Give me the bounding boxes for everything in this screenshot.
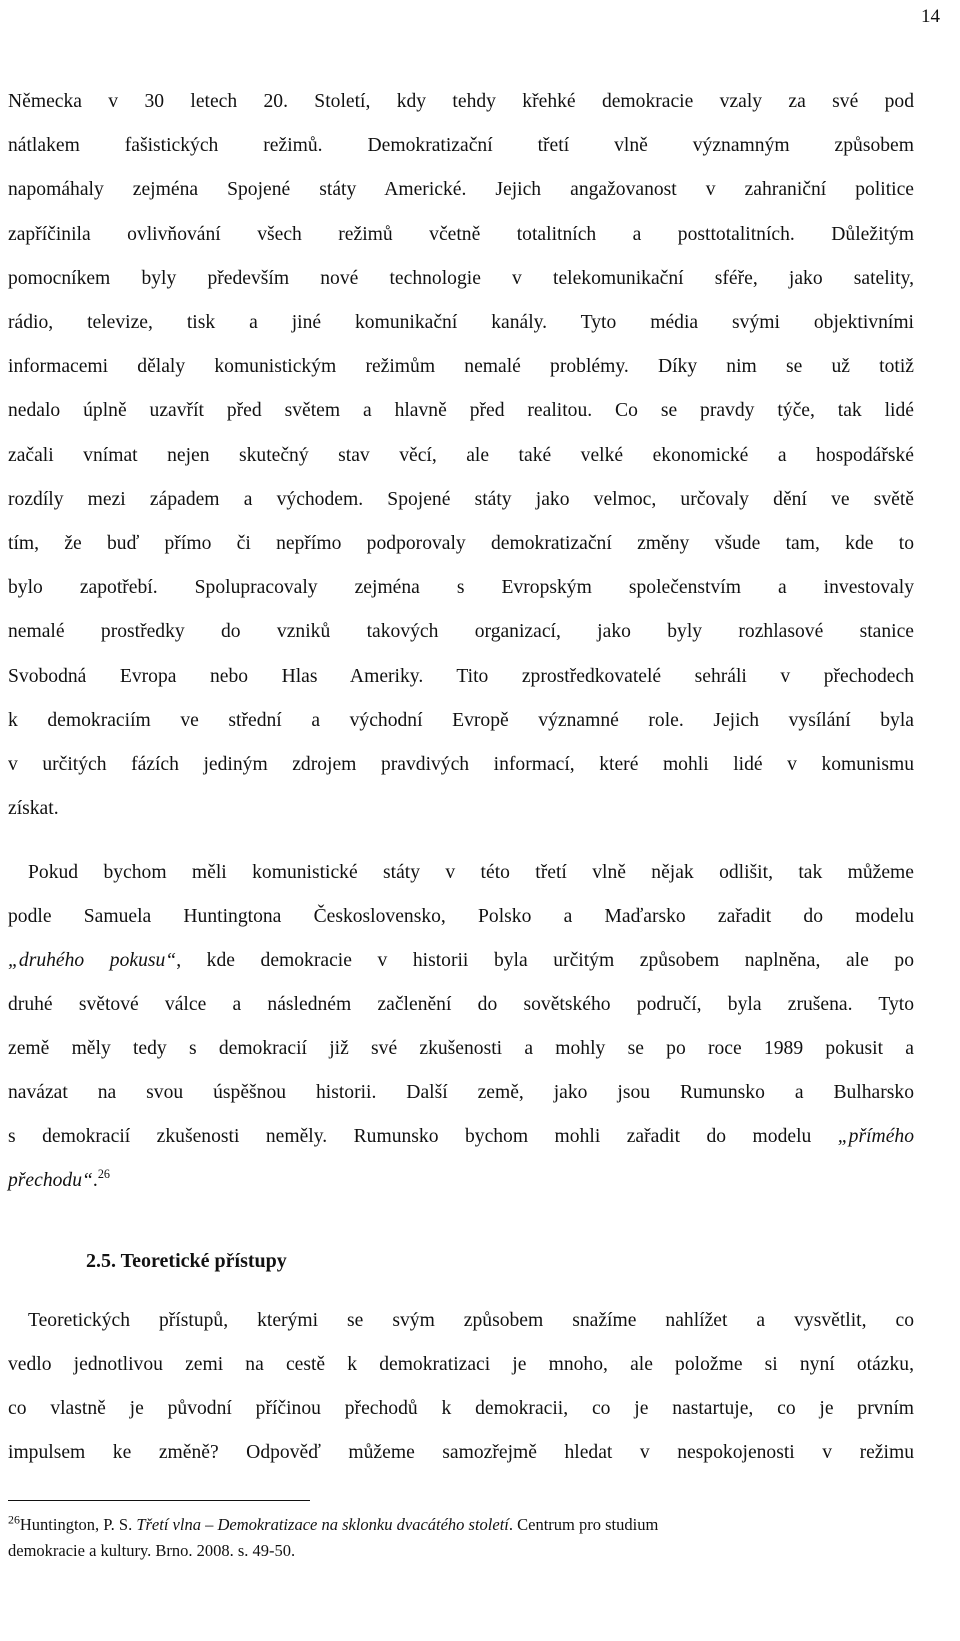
footnote-line-2: demokracie a kultury. Brno. 2008. s. 49-50. xyxy=(8,1541,296,1560)
paragraph-3-line: Teoretických přístupů, kterými se svým způsobem snažíme nahlížet a vysvětlit, co xyxy=(28,1310,914,1331)
paragraph-3-line: impulsem ke změně? Odpověď můžeme samozřejmě hledat v nespokojenosti v režimu xyxy=(8,1442,914,1463)
paragraph-1-line: tím, že buď přímo či nepřímo podporovaly demokratizační změny všude tam, kde to xyxy=(8,533,914,554)
paragraph-2-line xyxy=(8,1123,914,1151)
footnote-reference[interactable]: 26 xyxy=(97,1167,110,1182)
paragraph-1-line: k demokraciím ve střední a východní Evropě významné role. Jejich vysílání byla xyxy=(8,709,914,731)
paragraph-1-line: zapříčinila ovlivňování všech režimů včetně totalitních a posttotalitních. Důležitým xyxy=(8,223,914,245)
section-heading xyxy=(86,1250,287,1273)
paragraph-1-line: nedalo úplně uzavřít před světem a hlavně před realitou. Co se pravdy týče, tak lidé xyxy=(8,400,914,422)
page-number: 14 xyxy=(921,6,940,27)
paragraph-1-line: Svobodná Evropa nebo Hlas Ameriky. Tito zprostředkovatelé sehráli v přechodech xyxy=(8,665,914,687)
paragraph-2-line: podle Samuela Huntingtona Československo, Polsko a Maďarsko zařadit do modelu xyxy=(8,906,914,927)
footnote-author: Huntington, P. S. xyxy=(19,1515,137,1534)
paragraph-1-line: nátlakem fašistických režimů. Demokratizační třetí vlně významným způsobem xyxy=(8,135,914,157)
paragraph-1-line: v určitých fázích jediným zdrojem pravdivých informací, které mohli lidé v komunismu xyxy=(8,754,914,775)
paragraph-1-line: nemalé prostředky do vzniků takových organizací, jako byly rozhlasové stanice xyxy=(8,621,914,643)
paragraph-3-line: vedlo jednotlivou zemi na cestě k demokratizaci je mnoho, ale položme si nyní otázku, xyxy=(8,1354,914,1375)
paragraph-2-line xyxy=(8,1167,914,1195)
paragraph-1-line: informacemi dělaly komunistickým režimům nemalé problémy. Díky nim se už totiž xyxy=(8,356,914,378)
paragraph-3-line: co vlastně je původní příčinou přechodů k demokracii, co je nastartuje, co je prvním xyxy=(8,1398,914,1419)
footnote-text: . Centrum pro studium xyxy=(508,1515,659,1534)
paragraph-2-line: druhé světové válce a následném začlenění do sovětského područí, byla zrušena. Tyto xyxy=(8,994,914,1015)
line-text: . xyxy=(92,1170,98,1191)
section-title: Teoretické přístupy xyxy=(120,1250,287,1272)
paragraph-1-line: získat. xyxy=(8,798,59,820)
model-name-italic: přechodu“ xyxy=(8,1170,93,1191)
paragraph-1-line: napomáhaly zejména Spojené státy Americké. Jejich angažovanost v zahraniční politice xyxy=(8,179,914,201)
paragraph-2-line: Pokud bychom měli komunistické státy v této třetí vlně nějak odlišit, tak můžeme xyxy=(28,862,914,883)
paragraph-2-line: země měly tedy s demokracií již své zkušenosti a mohly se po roce 1989 pokusit a xyxy=(8,1038,914,1059)
paragraph-1-line: začali vnímat nejen skutečný stav věcí, ale také velké ekonomické a hospodářské xyxy=(8,444,914,466)
paragraph-1-line: Německa v 30 letech 20. Století, kdy tehdy křehké demokracie vzaly za své pod xyxy=(8,91,914,112)
model-name-italic: „přímého xyxy=(837,1126,914,1147)
paragraph-2-line: navázat na svou úspěšnou historii. Další země, jako jsou Rumunsko a Bulharsko xyxy=(8,1082,914,1103)
paragraph-1-line: rádio, televize, tisk a jiné komunikační kanály. Tyto média svými objektivními xyxy=(8,312,914,333)
paragraph-1-line: pomocníkem byly především nové technologie v telekomunikační sféře, jako satelity, xyxy=(8,267,914,289)
footnote-separator xyxy=(8,1500,310,1501)
paragraph-1-line: rozdíly mezi západem a východem. Spojené státy jako velmoc, určovaly dění ve světě xyxy=(8,488,914,510)
paragraph-2-line xyxy=(8,947,914,975)
footnote-number: 26 xyxy=(8,1512,20,1527)
model-name-italic: „druhého pokusu“ xyxy=(8,950,177,971)
paragraph-1-line: bylo zapotřebí. Spolupracovaly zejména s Evropským společenstvím a investovaly xyxy=(8,577,914,599)
footnote-book-title: Třetí vlna – Demokratizace na sklonku dvacátého století xyxy=(136,1515,509,1534)
line-text: s demokracií zkušenosti neměly. Rumunsko bychom mohli zařadit do modelu xyxy=(8,1126,838,1147)
section-number: 2.5. xyxy=(86,1250,116,1272)
line-text: , kde demokracie v historii byla určitým způsobem naplněna, ale po xyxy=(176,950,914,971)
footnote xyxy=(8,1514,658,1536)
